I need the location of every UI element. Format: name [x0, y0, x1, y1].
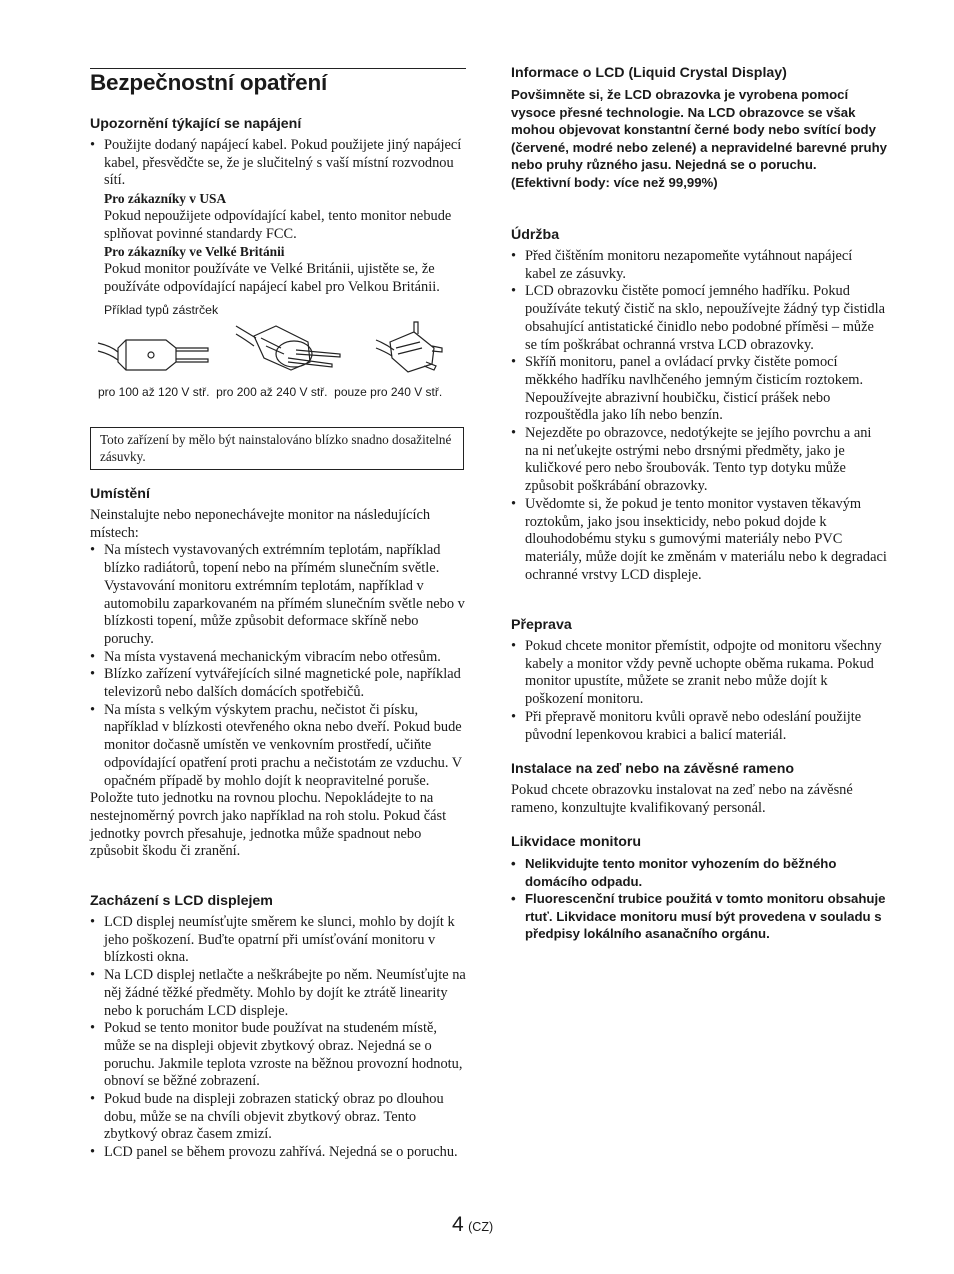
power-bullet: • Použijte dodaný napájecí kabel. Pokud použijete jiný napájecí kabel, přesvědčte se, že je slučitelný s vaší místní rozvodnou sítí.: [90, 137, 466, 190]
info-heading: Informace o LCD (Liquid Crystal Display): [511, 65, 787, 81]
list-item: • Na místa vystavená mechanickým vibracím nebo otřesům.: [90, 649, 466, 667]
info-effective: (Efektivní body: více než 99,99%): [511, 174, 718, 190]
transport-section: [511, 617, 887, 744]
list-item: • Na místech vystavovaných extrémním teplotám, například blízko radiátorů, topení nebo na přímém slunečním světle. Vystavování monitoru extrémním teplotám, například v automobilu zaparkovaném na přímém slunečním světle nebo v blízkosti topení, může způsobit deformace skříně nebo poruchy.: [90, 542, 466, 648]
page-number: [452, 1213, 493, 1237]
page-title: Bezpečnostní opatření: [90, 70, 328, 95]
placement-section: [90, 486, 466, 861]
list-item: • LCD obrazovku čistěte pomocí jemného hadříku. Pokud používáte tekutý čistič na sklo, nepoužívejte žádný typ čistidla obsahující antistatické činidlo nebo podobné příměsi – může se tím poškrábat ochranná vrstva LCD obrazovky.: [511, 283, 887, 354]
list-item: • Nejezděte po obrazovce, nedotýkejte se jejího povrchu a ani na ni neťukejte ostrými nebo drsnými předměty, jako je kuličkové pero nebo šroubovák. Tento typ dotyku může způsobit poškrábání obrazovky.: [511, 425, 887, 496]
list-item: • Na LCD displej netlačte a neškrábejte po něm. Neumísťujte na něj žádné těžké předměty. Mohlo by dojít ke ztrátě linearity nebo k poruchám LCD displeje.: [90, 967, 466, 1020]
lcd-info-section: [511, 65, 887, 192]
page-number-suffix: (CZ): [468, 1220, 494, 1234]
transport-heading: Přeprava: [511, 617, 572, 633]
uk-label: Pro zákazníky ve Velké Británii: [104, 244, 285, 260]
eu-plug-icon: [236, 326, 340, 370]
usa-label: Pro zákazníky v USA: [104, 191, 227, 207]
wall-mount-section: [511, 761, 887, 817]
maintenance-section: [511, 227, 887, 584]
plug-label-eu: pro 200 až 240 V stř.: [216, 385, 328, 399]
list-item: • Pokud chcete monitor přemístit, odpojte od monitoru všechny kabely a monitor vždy pevně uchopte oběma rukama. Pokud monitor upustíte, můžete se zranit nebo může dojít k poškození monitoru.: [511, 638, 887, 709]
list-item: • Před čištěním monitoru nezapomeňte vytáhnout napájecí kabel ze zásuvky.: [511, 248, 887, 283]
title-rule: [90, 68, 466, 69]
plug-label-us: pro 100 až 120 V stř.: [98, 385, 210, 399]
list-item: • Pokud bude na displeji zobrazen statický obraz po dlouhou dobu, může se na chvíli objevit zbytkový obraz. Tento zbytkový obraz časem zmizí.: [90, 1091, 466, 1144]
uk-plug-icon: [376, 322, 442, 372]
list-item: • Při přepravě monitoru kvůli opravě nebo odeslání použijte původní lepenkovou krabici a balicí materiál.: [511, 709, 887, 744]
plug-labels: [98, 385, 468, 399]
list-item: • Blízko zařízení vytvářejících silné magnetické pole, například televizorů nebo dalších domácích spotřebičů.: [90, 666, 466, 701]
uk-text: Pokud monitor používáte ve Velké Británii, ujistěte se, že používáte odpovídající napájecí kabel pro Velkou Británii.: [104, 260, 440, 295]
list-item: • LCD displej neumísťujte směrem ke slunci, mohlo by dojít k jeho poškození. Buďte opatrní při umísťování monitoru v blízkosti okna.: [90, 914, 466, 967]
us-plug-icon: [98, 340, 208, 370]
info-text: Povšimněte si, že LCD obrazovka je vyrobena pomocí vysoce přesné technologie. Na LCD obrazovce se však mohou objevovat konstantní černé body nebo svítící body (červené, modré nebo zelené) a nepravidelné barevné pruhy nebo pruhy různého jasu. Nejedná se o poruchu.: [511, 87, 887, 173]
wall-text: Pokud chcete obrazovku instalovat na zeď nebo na závěsné rameno, konzultujte kvalifikovaný personál.: [511, 782, 853, 816]
list-item: • Uvědomte si, že pokud je tento monitor vystaven těkavým roztokům, jako jsou insekticidy, nebo pokud dojde k dlouhodobému styku s gumovými materiály nebo PVC materiály, může dojít ke změnám v materiálu nebo k degradaci ochranné vrstvy LCD displeje.: [511, 496, 887, 585]
list-item: • Na místa s velkým výskytem prachu, nečistot či písku, například v blízkosti otevřeného okna nebo dveří. Pokud bude monitor dočasně umístěn ve venkovním prostředí, učiňte odpovídající opatření proti prachu a nečistotám ze vzduchu. V opačném případě by mohlo dojít k neopravitelné poruše.: [90, 702, 466, 791]
power-heading: Upozornění týkající se napájení: [90, 116, 302, 132]
usa-text: Pokud nepoužijete odpovídající kabel, tento monitor nebude splňovat povinné standardy FCC.: [104, 207, 452, 242]
power-section: [90, 116, 466, 296]
installation-notice-box: Toto zařízení by mělo být nainstalováno blízko snadno dosažitelné zásuvky.: [90, 427, 464, 470]
placement-outro: Položte tuto jednotku na rovnou plochu. Nepokládejte to na nestejnoměrný povrch jako například na roh stolu. Pokud část jednotky povrch přesahuje, jednotka může spadnout nebo způsobit škodu či zranění.: [90, 790, 447, 860]
placement-intro: Neinstalujte nebo neponechávejte monitor na následujících místech:: [90, 507, 431, 541]
page-number-value: 4: [452, 1213, 464, 1236]
list-item: • LCD panel se během provozu zahřívá. Nejedná se o poruchu.: [90, 1144, 466, 1162]
list-item: • Fluorescenční trubice použitá v tomto monitoru obsahuje rtuť. Likvidace monitoru musí být provedena v souladu s předpisy lokálního asanačního orgánu.: [511, 890, 887, 943]
maintenance-heading: Údržba: [511, 227, 560, 243]
disposal-section: [511, 834, 887, 943]
disposal-heading: Likvidace monitoru: [511, 834, 642, 850]
plug-caption: Příklad typů zástrček: [104, 303, 219, 317]
plug-label-uk: pouze pro 240 V stř.: [334, 385, 443, 399]
list-item: • Nelikvidujte tento monitor vyhozením do běžného domácího odpadu.: [511, 855, 887, 890]
list-item: • Pokud se tento monitor bude používat na studeném místě, může se na displeji objevit zbytkový obraz. Nejedná se o poruchu. Jakmile teplota vzroste na běžnou provozní hodnotu, obnoví se běžné zobrazení.: [90, 1020, 466, 1091]
list-item: • Skříň monitoru, panel a ovládací prvky čistěte pomocí měkkého hadříku navlhčeného jemným čisticím roztokem. Nepoužívejte abrazivní houbičku, čisticí prášek nebo rozpouštědla jako líh nebo benzín.: [511, 354, 887, 425]
lcd-heading: Zacházení s LCD displejem: [90, 893, 273, 909]
plug-illustrations: [96, 318, 466, 378]
plug-types-illustration: [96, 318, 466, 378]
placement-heading: Umístění: [90, 486, 150, 502]
lcd-handling-section: [90, 893, 466, 1162]
wall-heading: Instalace na zeď nebo na závěsné rameno: [511, 761, 795, 777]
